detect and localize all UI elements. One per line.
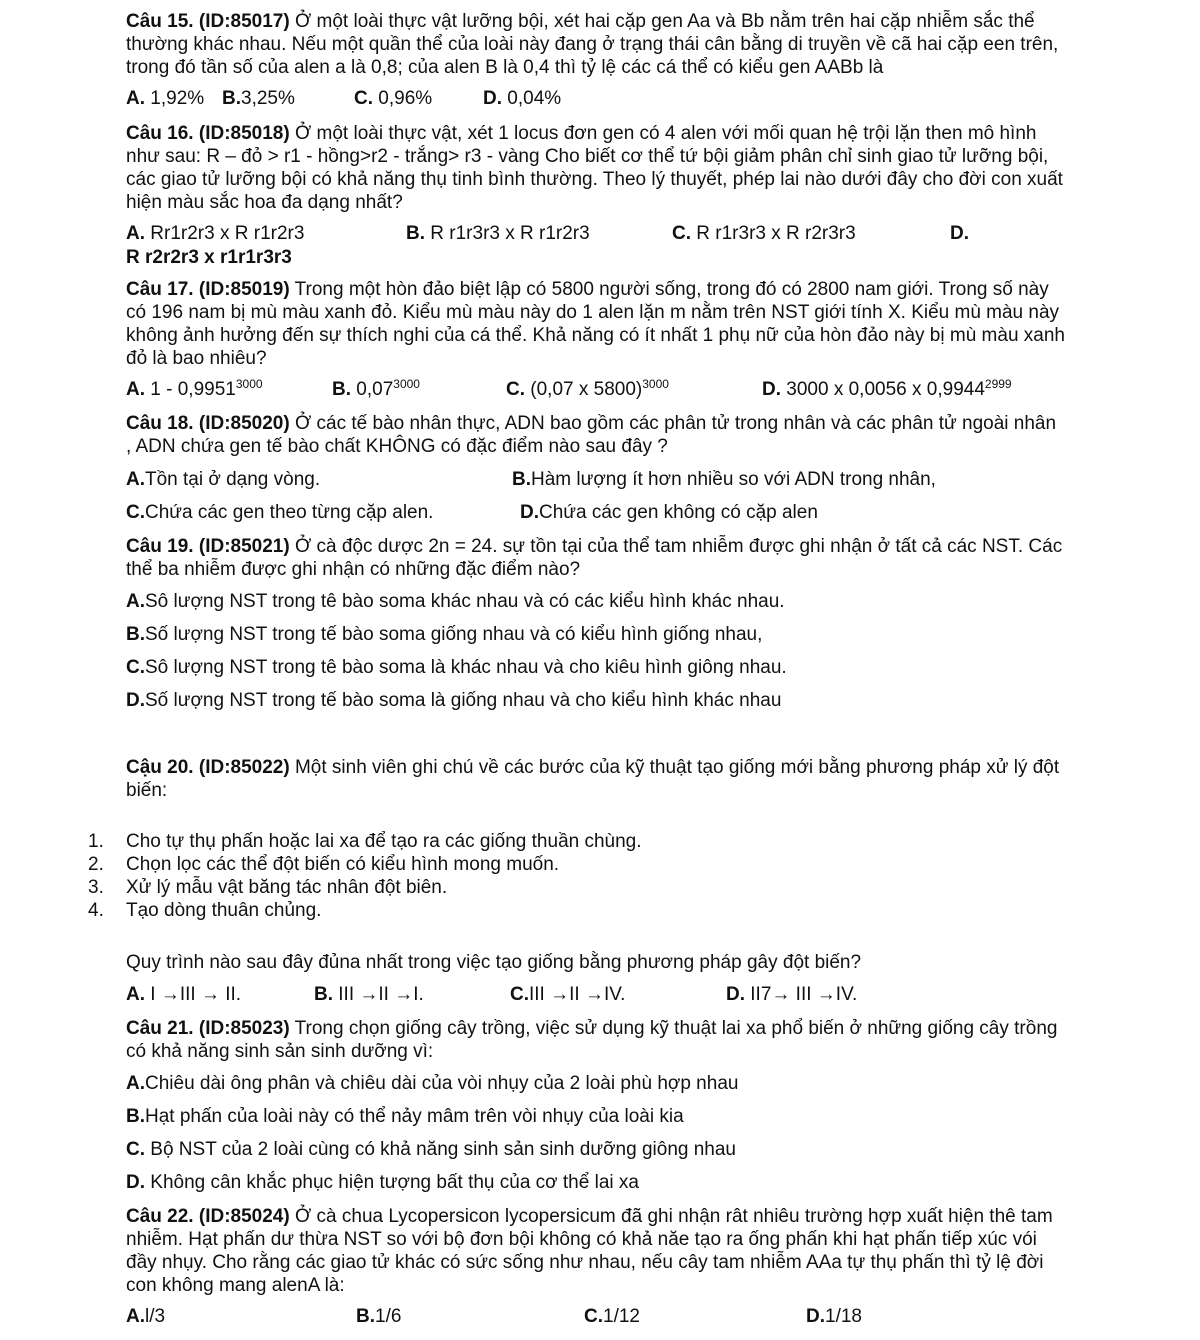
question-20 [126, 756, 1066, 802]
question-text: Trong chọn giống cây trồng, việc sử dụng kỹ thuật lai xa phổ biến ở những giống cây trồng có khả năng sinh sản sinh dưỡng vì: [126, 1018, 1058, 1062]
question-label: Câu 22. (ID:85024) [126, 1206, 290, 1227]
question-label: Câu 21. (ID:85023) [126, 1018, 290, 1039]
question-text: Ở các tế bào nhân thực, ADN bao gồm các phân tử trong nhân và các phân tử ngoài nhân , ADN chứa gen tế bào chất KHÔNG có đặc điểm nào sau đây ? [126, 413, 1057, 457]
option-b: B. R r1r3r3 x R r1r2r3 [406, 223, 590, 244]
option-c: C. R r1r3r3 x R r2r3r3 [672, 223, 856, 244]
question-text: Ở một loài thực vật lưỡng bội, xét hai cặp gen Aa và Bb nằm trên hai cặp nhiễm sắc thể thường khác nhau. Nếu một quần thể của loài này đang ở trạng thái cân bằng di truyền về cã hai cặp een trên, trong đó tần số của alen a là 0,8; của alen B là 0,4 thì tỷ lệ các cá thể có kiểu gen AABb là [126, 11, 1059, 78]
option-b: B.Hạt phấn của loài này có thể nảy mâm trên vòi nhụy của loài kia [126, 1106, 684, 1127]
question-label: Câu 18. (ID:85020) [126, 413, 290, 434]
option-d: D. [950, 223, 969, 244]
option-c: C.Sô lượng NST trong tê bào soma là khác nhau và cho kiêu hình giông nhau. [126, 657, 787, 678]
question-18 [126, 412, 1066, 458]
option-c: C. Bộ NST của 2 loài cùng có khả năng sinh sản sinh dưỡng giông nhau [126, 1139, 737, 1160]
option-b: B.Hàm lượng ít hơn nhiều so với ADN trong nhân, [512, 469, 936, 490]
option-b: B.3,25% [222, 88, 295, 109]
exam-page: Câu 15. (ID:85017) Ở một loài thực vật lưỡng bội, xét hai cặp gen Aa và Bb nằm trên hai cặp nhiễm sắc thể thường khác nhau. Nếu một quần thể của loài này đang ở trạng thái cân bằng di truyền về cã hai cặp een trên, trong đó tần số của alen a là 0,8; của alen B là 0,4 thì tỷ lệ các cá thể có kiểu gen AABb là A. 1,92% B.3,25% C. 0,96% D. 0,04% Câu 16. (ID:85018) Ở một loài thực vật, xét 1 locus đơn gen có 4 alen với mối quan hệ trội lặn then mô hình như sau: R – đỏ > r1 - hồng>r2 - trắng> r3 - vàng Cho biết cơ thể tứ bội giảm phân chỉ sinh giao tử lưỡng bội, các giao tử lưỡng bội có khả năng thụ tinh bình thường. Theo lý thuyết, phép lai nào dưới đây cho đời con xuất hiện màu sắc hoa đa dạng nhất? A. Rr1r2r3 x R r1r2r3 B. R r1r3r3 x R r1r2r3 C. R r1r3r3 x R r2r3r3 D. R r2r2r3 x r1r1r3r3 Câu 17. (ID:85019) Trong một hòn đảo biệt lập có 5800 người sống, trong đó có 2800 nam giới. Trong số này có 196 nam bị mù màu xanh đỏ. Kiểu mù màu này do 1 alen lặn m nằm trên NST giới tính X. Kiểu mù màu này không ảnh hưởng đến sự thích nghi của cá thể. Khả năng có ít nhất 1 phụ nữ của hòn đảo này bị mù màu xanh đỏ là bao nhiêu? A. $1 - 0,9951^{3000}$ B. $0,07^{3000}$ C. (0,07 x 5800)$^{3000}$ D. 3000 x 0,0056 x $0,9944^{2999}$ Câu 18. (ID:85020) Ở các tế bào nhân thực, ADN bao gồm các phân tử trong nhân và các phân tử ngoài nhân , ADN chứa gen tế bào chất KHÔNG có đặc điểm nào sau đây ? A.Tồn tại ở dạng vòng. B.Hàm lượng ít hơn nhiều so với ADN trong nhân, C.Chứa các gen theo từng cặp alen. D.Chứa các gen không có cặp alen Câu 19. (ID:85021) Ở cà độc dược 2n = 24. sự tồn tại của thể tam nhiễm được ghi nhận ở tất cả các NST. Các thể ba nhiễm được ghi nhận có những đặc điểm nào? A.Sô lượng NST trong tê bào soma khác nhau và có các kiểu hình khác nhau. B.Số lượng NST trong tế bào soma giống nhau và có kiểu hình giống nhau, C.Sô lượng NST trong tê bào soma là khác nhau và cho kiêu hình giông nhau. D.Số lượng NST trong tế bào soma là giống nhau và cho kiểu hình khác nhau Cậu 20. (ID:85022) Một sinh viên ghi chú về các bước của kỹ thuật tạo giống mới bằng phương pháp xử lý đột biến: 1. Cho tự thụ phấn hoặc lai xa để tạo ra các giống thuần chùng. 2. Chọn lọc các thể đột biến có kiểu hình mong muốn. 3. Xử lý mẫu vật băng tác nhân đột biên. 4. Tạo dòng thuân chủng. Quy trình nào sau đây đủna nhất trong việc tạo giống bằng phương pháp gây đột biến? A. I →III → II. B. III →II →I. C.III →II →IV. D. II7→ III →IV. Câu 21. (ID:85023) Trong chọn giống cây trồng, việc sử dụng kỹ thuật lai xa phổ biến ở những giống cây trồng có khả năng sinh sản sinh dưỡng vì: A.Chiêu dài ông phân và chiêu dài của vòi nhụy của 2 loài phù hợp nhau B.Hạt phấn của loài này có thể nảy mâm trên vòi nhụy của loài kia C. Bộ NST của 2 loài cùng có khả năng sinh sản sinh dưỡng giông nhau D. Không cân khắc phục hiện tượng bất thụ của cơ thể lai xa Câu 22. (ID:85024) Ở cà chua Lycopersicon lycopersicum đã ghi nhận rât nhiêu trường hợp xuất hiện thê tam nhiễm. Hạt phấn dư thừa NST so với bộ đơn bội không có khả năe tạo ra ống phấn khi hạt phấn tiếp xúc vói đầy nhụy. Cho rằng các giao tử khác có sức sống như nhau, nếu cây tam nhiễm AAa tự thụ phấn thì tỷ lệ đời con không mang alenA là: A.l/3 B.1/6 C.1/12 D.1/18 [88, 11, 1065, 1327]
question-15 [126, 10, 1066, 79]
option-d: D.Số lượng NST trong tế bào soma là giống nhau và cho kiểu hình khác nhau [126, 690, 782, 711]
option-d-continued [126, 246, 292, 269]
option-a: A.l/3 [126, 1306, 166, 1327]
option-d: D. 0,04% [483, 88, 562, 109]
option-d-text: R r2r2r3 x r1r1r3r3 [126, 247, 292, 268]
option-c: C. (0,07 x 5800)$^{3000}$ [506, 377, 669, 400]
question-text: Một sinh viên ghi chú về các bước của kỹ thuật tạo giống mới bằng phương pháp xử lý đột biến: [126, 757, 1060, 801]
option-d: D.Chứa các gen không có cặp alen [520, 502, 818, 523]
question-label: Câu 15. (ID:85017) [126, 11, 290, 32]
question-label: Cậu 20. (ID:85022) [126, 757, 290, 778]
question-label: Câu 19. (ID:85021) [126, 536, 290, 557]
option-a: A. 1,92% [126, 88, 205, 109]
question-text: Ở cà chua Lycopersicon lycopersicum đã ghi nhận rât nhiêu trường hợp xuất hiện thê tam nhiễm. Hạt phấn dư thừa NST so với bộ đơn bội không có khả năe tạo ra ống phấn khi hạt phấn tiếp xúc vói đầy nhụy. Cho rằng các giao tử khác có sức sống như nhau, nếu cây tam nhiễm AAa tự thụ phấn thì tỷ lệ đời con không mang alenA là: [126, 1206, 1053, 1296]
question-text: Trong một hòn đảo biệt lập có 5800 người sống, trong đó có 2800 nam giới. Trong số này có 196 nam bị mù màu xanh đỏ. Kiểu mù màu này do 1 alen lặn m nằm trên NST giới tính X. Kiểu mù màu này không ảnh hưởng đến sự thích nghi của cá thể. Khả năng có ít nhất 1 phụ nữ của hòn đảo này bị mù màu xanh đỏ là bao nhiêu? [126, 279, 1065, 369]
option-c: C. 0,96% [354, 88, 433, 109]
option-a: A. I →III → II. [126, 984, 242, 1005]
option-c: C.1/12 [584, 1306, 640, 1327]
question-20-prompt: Quy trình nào sau đây đủna nhất trong việc tạo giống bằng phương pháp gây đột biến? [126, 952, 862, 973]
option-a: A. Rr1r2r3 x R r1r2r3 [126, 223, 305, 244]
option-a: A.Chiêu dài ông phân và chiêu dài của vòi nhụy của 2 loài phù hợp nhau [126, 1073, 739, 1094]
question-label: Câu 17. (ID:85019) [126, 279, 290, 300]
option-a: A.Sô lượng NST trong tê bào soma khác nhau và có các kiểu hình khác nhau. [126, 591, 785, 612]
option-a: A. $1 - 0,9951^{3000}$ [126, 377, 263, 400]
option-d: D.1/18 [806, 1306, 862, 1327]
option-d: D. II7→ III →IV. [726, 984, 858, 1005]
option-d: D. 3000 x 0,0056 x $0,9944^{2999}$ [762, 377, 1012, 400]
option-b: B. III →II →I. [314, 984, 424, 1005]
question-17 [126, 278, 1066, 370]
question-text: Ở cà độc dược 2n = 24. sự tồn tại của thể tam nhiễm được ghi nhận ở tất cả các NST. Các thể ba nhiễm được ghi nhận có những đặc điểm nào? [126, 536, 1063, 580]
option-b: B.Số lượng NST trong tế bào soma giống nhau và có kiểu hình giống nhau, [126, 624, 763, 645]
option-c: C.Chứa các gen theo từng cặp alen. [126, 502, 434, 523]
question-text: Ở một loài thực vật, xét 1 locus đơn gen có 4 alen với mối quan hệ trội lặn then mô hình như sau: R – đỏ > r1 - hồng>r2 - trắng> r3 - vàng Cho biết cơ thể tứ bội giảm phân chỉ sinh giao tử lưỡng bội, các giao tử lưỡng bội có khả năng thụ tinh bình thường. Theo lý thuyết, phép lai nào dưới đây cho đời con xuất hiện màu sắc hoa đa dạng nhất? [126, 123, 1063, 213]
option-b: B.1/6 [356, 1306, 402, 1327]
question-21 [126, 1017, 1066, 1063]
question-22 [126, 1205, 1066, 1297]
option-a: A.Tồn tại ở dạng vòng. [126, 469, 321, 490]
question-label: Câu 16. (ID:85018) [126, 123, 290, 144]
question-19 [126, 535, 1066, 581]
question-16 [126, 122, 1066, 214]
option-b: B. $0,07^{3000}$ [332, 377, 420, 400]
option-c: C.III →II →IV. [510, 984, 626, 1005]
option-d: D. Không cân khắc phục hiện tượng bất thụ của cơ thể lai xa [126, 1172, 639, 1193]
